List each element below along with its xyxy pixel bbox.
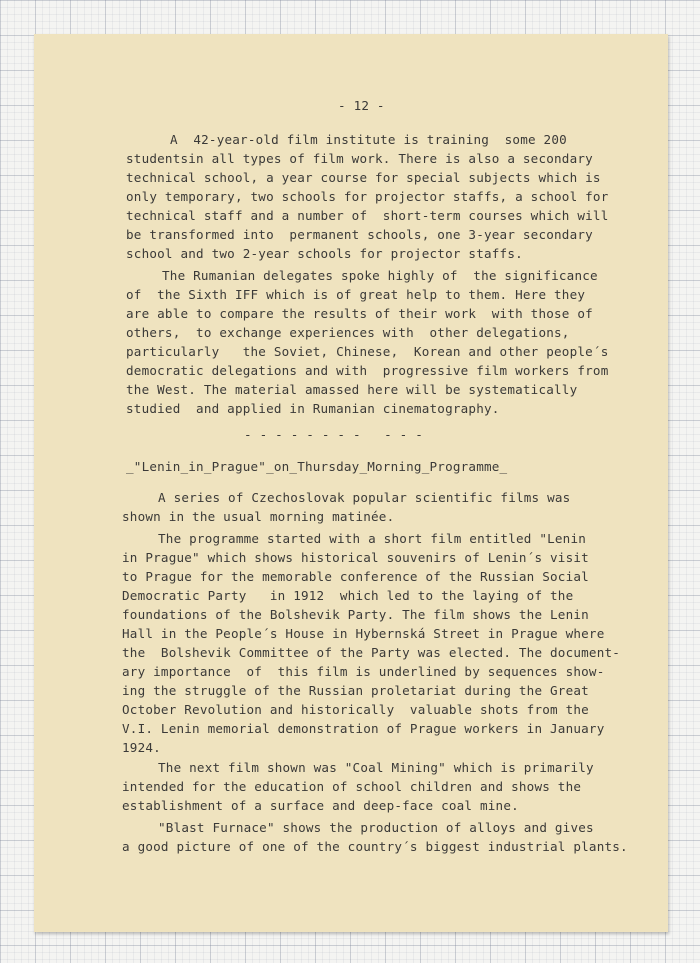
text-line: of the Sixth IFF which is of great help to them. Here they [126, 287, 586, 302]
text-line: the Bolshevik Committee of the Party was elected. The document- [122, 645, 621, 660]
text-line: studentsin all types of film work. There is also a secondary [126, 151, 593, 166]
text-line: The Rumanian delegates spoke highly of the significance [162, 268, 598, 283]
text-line: particularly the Soviet, Chinese, Korean and other people´s [126, 344, 609, 359]
text-line: a good picture of one of the country´s biggest industrial plants. [122, 839, 628, 854]
text-line: studied and applied in Rumanian cinematography. [126, 401, 500, 416]
text-line: ing the struggle of the Russian proletariat during the Great [122, 683, 589, 698]
text-line: only temporary, two schools for projector staffs, a school for [126, 189, 609, 204]
text-line: The next film shown was "Coal Mining" which is primarily [158, 760, 594, 775]
text-line: to Prague for the memorable conference of the Russian Social [122, 569, 589, 584]
text-line: be transformed into permanent schools, one 3-year secondary [126, 227, 593, 242]
text-line: are able to compare the results of their work with those of [126, 306, 593, 321]
text-line: The programme started with a short film entitled "Lenin [158, 531, 587, 546]
text-line: ary importance of this film is underlined by sequences show- [122, 664, 605, 679]
text-line: the West. The material amassed here will be systematically [126, 382, 578, 397]
text-line: A 42-year-old film institute is training some 200 [170, 132, 567, 147]
text-line: A series of Czechoslovak popular scientific films was [158, 490, 571, 505]
text-line: foundations of the Bolshevik Party. The film shows the Lenin [122, 607, 589, 622]
text-line: in Prague" which shows historical souvenirs of Lenin´s visit [122, 550, 589, 565]
page-number: - 12 - [338, 98, 385, 113]
text-line: 1924. [122, 740, 161, 755]
text-line: intended for the education of school children and shows the [122, 779, 582, 794]
text-line: "Blast Furnace" shows the production of alloys and gives [158, 820, 594, 835]
text-line: Hall in the People´s House in Hybernská Street in Prague where [122, 626, 605, 641]
text-line: technical staff and a number of short-term courses which will [126, 208, 609, 223]
document-page [34, 34, 668, 932]
text-line: Democratic Party in 1912 which led to the laying of the [122, 588, 574, 603]
text-line: V.I. Lenin memorial demonstration of Prague workers in January [122, 721, 605, 736]
text-line: establishment of a surface and deep-face coal mine. [122, 798, 519, 813]
text-line: democratic delegations and with progressive film workers from [126, 363, 609, 378]
section-title: _"Lenin_in_Prague"_on_Thursday_Morning_Programme_ [126, 459, 508, 474]
text-line: October Revolution and historically valuable shots from the [122, 702, 589, 717]
text-line: shown in the usual morning matinée. [122, 509, 395, 524]
text-line: school and two 2-year schools for projector staffs. [126, 246, 523, 261]
text-line: others, to exchange experiences with other delegations, [126, 325, 570, 340]
text-line: technical school, a year course for special subjects which is [126, 170, 601, 185]
section-divider: - - - - - - - - - - - [244, 427, 423, 442]
